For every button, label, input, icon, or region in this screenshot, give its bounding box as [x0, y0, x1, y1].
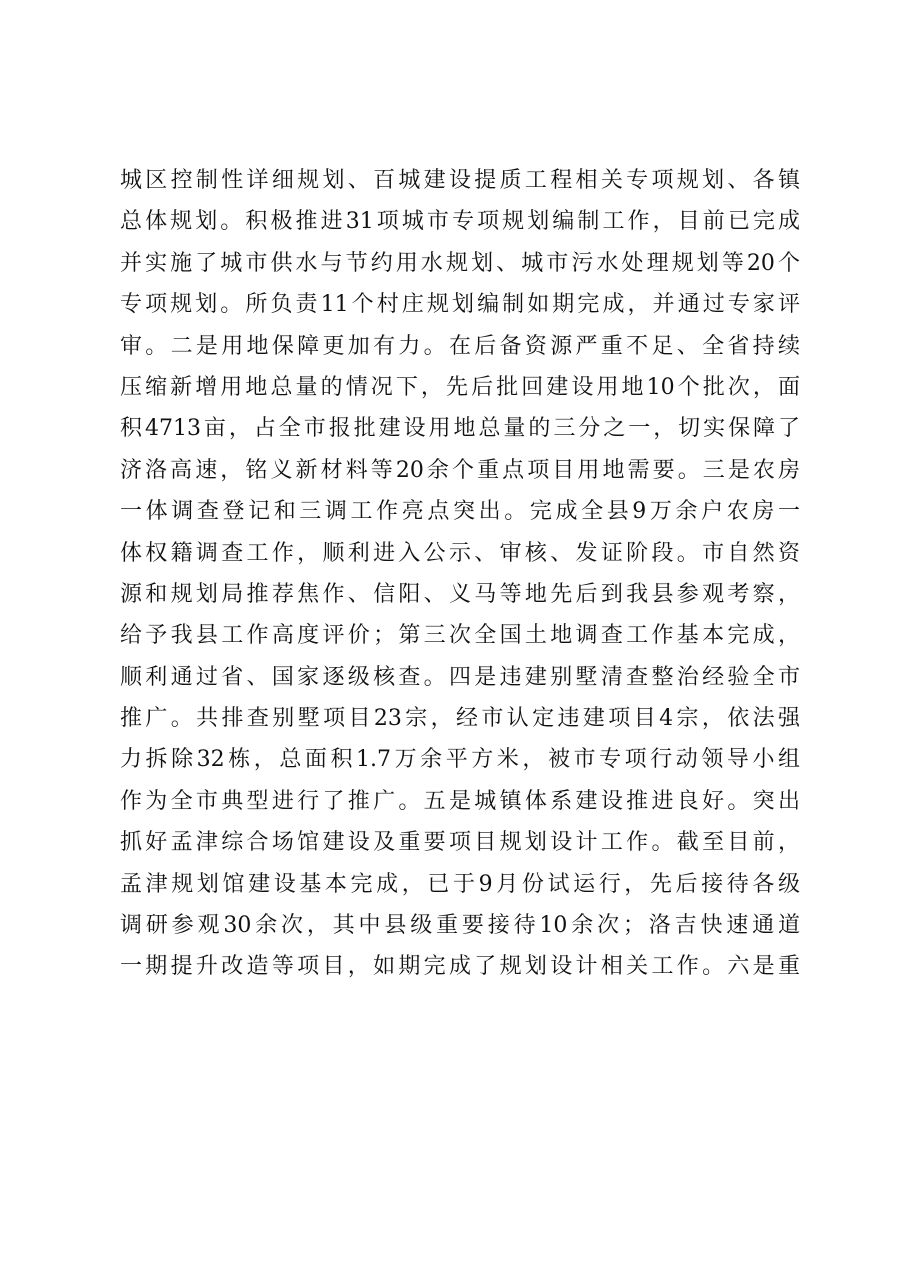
text-line: 总体规划。积极推进31项城市专项规划编制工作，目前已完成	[120, 209, 800, 235]
text-line: 给予我县工作高度评价；第三次全国土地调查工作基本完成，	[120, 623, 800, 649]
text-line: 一体调查登记和三调工作亮点突出。完成全县9万余户农房一	[120, 499, 800, 525]
text-line: 源和规划局推荐焦作、信阳、义马等地先后到我县参观考察，	[120, 581, 800, 607]
text-line: 孟津规划馆建设基本完成，已于9月份试运行，先后接待各级	[120, 871, 800, 897]
text-line: 力拆除32栋，总面积1.7万余平方米，被市专项行动领导小组	[120, 747, 800, 773]
text-line: 济洛高速，铭义新材料等20余个重点项目用地需要。三是农房	[120, 457, 800, 483]
text-line: 推广。共排查别墅项目23宗，经市认定违建项目4宗，依法强	[120, 706, 800, 732]
text-line: 一期提升改造等项目，如期完成了规划设计相关工作。六是重	[120, 954, 800, 980]
text-line: 审。二是用地保障更加有力。在后备资源严重不足、全省持续	[120, 333, 800, 359]
text-line: 积4713亩，占全市报批建设用地总量的三分之一，切实保障了	[120, 416, 800, 442]
text-line: 体权籍调查工作，顺利进入公示、审核、发证阶段。市自然资	[120, 540, 800, 566]
text-line: 城区控制性详细规划、百城建设提质工程相关专项规划、各镇	[120, 168, 800, 193]
text-line: 调研参观30余次，其中县级重要接待10余次；洛吉快速通道	[120, 913, 800, 939]
body-paragraph	[120, 160, 800, 988]
text-line: 专项规划。所负责11个村庄规划编制如期完成，并通过专家评	[120, 292, 800, 318]
text-line: 顺利通过省、国家逐级核查。四是违建别墅清查整治经验全市	[120, 664, 800, 690]
text-line: 压缩新增用地总量的情况下，先后批回建设用地10个批次，面	[120, 374, 800, 400]
text-line: 并实施了城市供水与节约用水规划、城市污水处理规划等20个	[120, 250, 800, 276]
text-line: 抓好孟津综合场馆建设及重要项目规划设计工作。截至目前，	[120, 830, 800, 856]
text-line: 作为全市典型进行了推广。五是城镇体系建设推进良好。突出	[120, 788, 800, 814]
